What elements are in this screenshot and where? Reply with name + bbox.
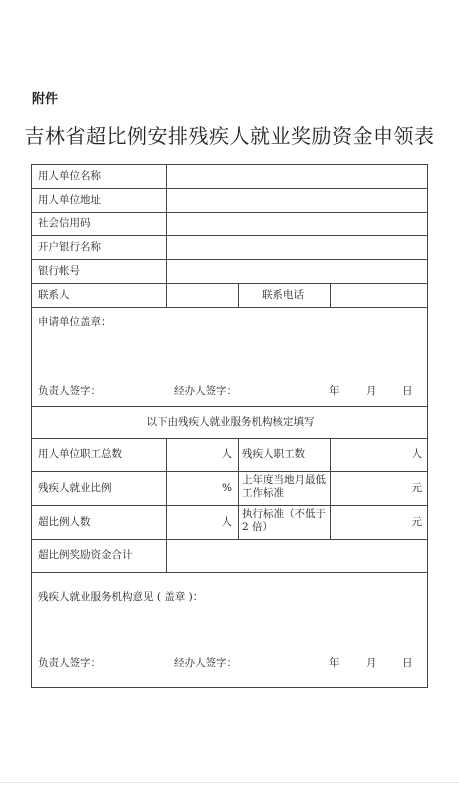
day-label-2: 日	[402, 657, 413, 669]
attachment-label: 附件	[32, 92, 59, 107]
month-label: 月	[366, 385, 377, 397]
row-divider	[32, 505, 427, 506]
handler-signature-label: 经办人签字：	[174, 385, 237, 397]
employer-address-field[interactable]	[167, 189, 427, 212]
handler-signature-label-2: 经办人签字：	[174, 657, 237, 669]
row-divider	[32, 406, 427, 407]
responsible-signature-label-2: 负责人签字：	[38, 657, 101, 669]
column-divider	[238, 438, 239, 539]
credit-code-label: 社会信用码	[38, 217, 91, 229]
disabled-staff-unit: 人	[411, 448, 422, 460]
applicant-seal-label: 申请单位盖章：	[38, 316, 112, 328]
bank-name-field[interactable]	[167, 236, 427, 259]
excess-count-unit: 人	[221, 516, 232, 528]
exec-standard-unit: 元	[411, 516, 422, 528]
row-divider	[32, 572, 427, 573]
phone-field[interactable]	[331, 284, 427, 307]
employment-ratio-unit: %	[222, 482, 232, 494]
excess-count-label: 超比例人数	[38, 516, 91, 528]
reward-total-label: 超比例奖励资金合计	[38, 549, 133, 561]
page-title: 吉林省超比例安排残疾人就业奖励资金申领表	[24, 124, 435, 148]
page-bottom-divider	[0, 782, 459, 783]
month-label-2: 月	[366, 657, 377, 669]
year-label-2: 年	[329, 657, 340, 669]
disabled-staff-label: 残疾人职工数	[242, 448, 305, 460]
service-opinion-label: 残疾人就业服务机构意见 ( 盖章 )：	[38, 591, 204, 603]
bank-account-field[interactable]	[167, 260, 427, 283]
employer-address-label: 用人单位地址	[38, 194, 101, 206]
bank-name-label: 开户银行名称	[38, 241, 101, 253]
employer-name-field[interactable]	[167, 165, 427, 188]
employment-ratio-label: 残疾人就业比例	[38, 482, 112, 494]
reward-total-field[interactable]	[167, 540, 427, 572]
section-heading: 以下由残疾人就业服务机构核定填写	[146, 416, 315, 428]
bank-account-label: 银行帐号	[38, 265, 80, 277]
exec-standard-label: 执行标准（不低于 2 倍）	[242, 508, 326, 533]
min-wage-unit: 元	[411, 482, 422, 494]
contact-label: 联系人	[38, 289, 70, 301]
responsible-signature-label: 负责人签字：	[38, 385, 101, 397]
row-divider	[32, 471, 427, 472]
credit-code-field[interactable]	[167, 213, 427, 235]
min-wage-label: 上年度当地月最低工作标准	[242, 474, 326, 499]
total-staff-unit: 人	[221, 448, 232, 460]
contact-field[interactable]	[167, 284, 238, 307]
total-staff-label: 用人单位职工总数	[38, 448, 122, 460]
column-divider	[238, 283, 239, 307]
row-divider	[32, 307, 427, 308]
employer-name-label: 用人单位名称	[38, 170, 101, 182]
application-form-table	[31, 164, 428, 688]
row-divider	[32, 438, 427, 439]
year-label: 年	[329, 385, 340, 397]
phone-label: 联系电话	[262, 289, 304, 301]
day-label: 日	[402, 385, 413, 397]
